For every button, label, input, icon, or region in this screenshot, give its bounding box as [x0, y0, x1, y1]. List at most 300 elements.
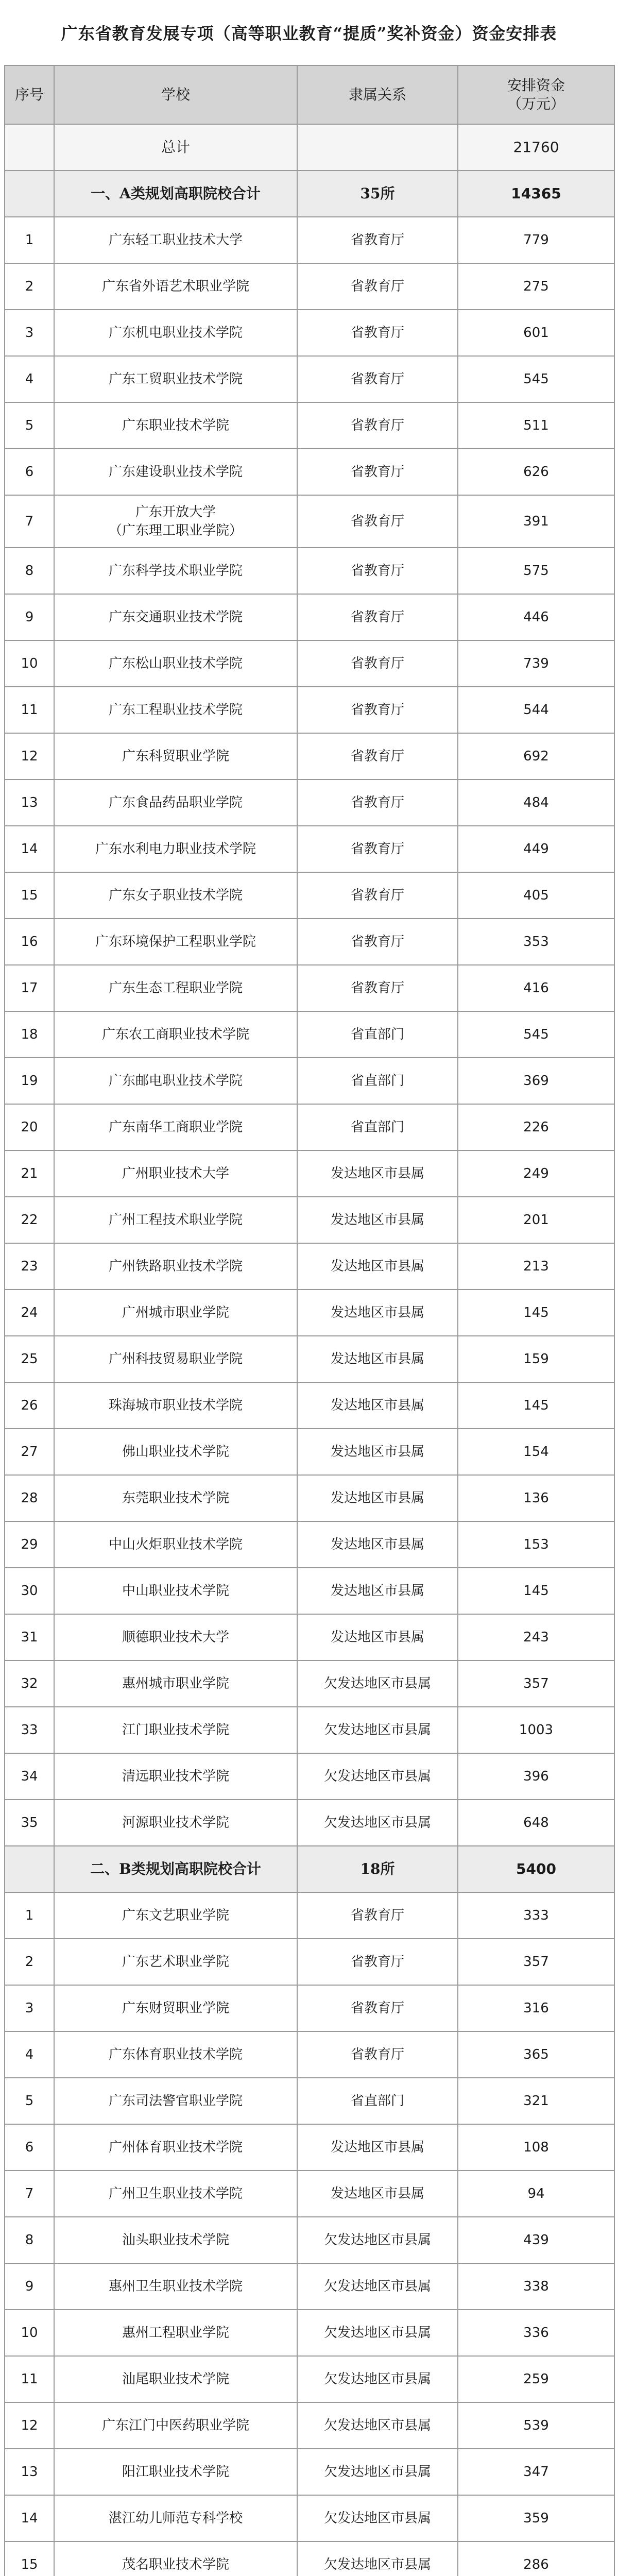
cell-school	[54, 1939, 297, 1985]
cell-seq	[5, 733, 54, 779]
cell-seq	[5, 1660, 54, 1707]
table-row	[5, 1197, 614, 1243]
table-row	[5, 733, 614, 779]
cell-affiliation	[297, 1660, 458, 1707]
cell-affiliation	[297, 1290, 458, 1336]
cell-school	[54, 2310, 297, 2356]
cell-school	[54, 2495, 297, 2541]
header-affiliation: 隶属关系	[297, 65, 458, 124]
cell-affiliation-text: 省教育厅	[350, 371, 404, 387]
cell-affiliation	[297, 2124, 458, 2171]
cell-seq-text: 8	[25, 563, 34, 579]
cell-seq-text: 12	[21, 749, 38, 764]
cell-seq	[5, 263, 54, 310]
cell-school-text: 广州科技贸易职业学院	[108, 1351, 243, 1367]
cell-school-text: 广州工程技术职业学院	[108, 1212, 243, 1228]
table-row	[5, 1011, 614, 1058]
cell-school	[54, 872, 297, 919]
cell-school-text: 广东南华工商职业学院	[108, 1120, 243, 1135]
table-row	[5, 1150, 614, 1197]
cell-school-text: 广州城市职业学院	[122, 1305, 229, 1320]
cell-affiliation-text: 省教育厅	[350, 888, 404, 903]
cell-school	[54, 1336, 297, 1382]
cell-amount	[458, 1660, 614, 1707]
table-row	[5, 1475, 614, 1521]
cell-school-text: 广东科贸职业学院	[122, 749, 229, 764]
cell-school	[54, 1614, 297, 1660]
cell-seq	[5, 548, 54, 594]
cell-amount-text: 153	[523, 1537, 549, 1552]
cell-amount-text: 545	[523, 371, 549, 387]
cell-amount-text: 692	[523, 749, 549, 764]
cell-amount-text: 359	[523, 2511, 549, 2526]
cell-seq-text: 35	[21, 1815, 38, 1831]
cell-seq-text: 4	[25, 2047, 34, 2062]
cell-amount	[458, 1892, 614, 1939]
cell-school-text: 广州卫生职业技术学院	[108, 2186, 243, 2201]
cell-school	[54, 263, 297, 310]
table-row	[5, 263, 614, 310]
cell-amount-text: 396	[523, 1769, 549, 1784]
cell-school	[54, 356, 297, 402]
cell-affiliation-text: 发达地区市县属	[330, 1351, 424, 1367]
cell-amount	[458, 495, 614, 548]
cell-amount	[458, 1243, 614, 1290]
cell-affiliation	[297, 779, 458, 826]
table-row	[5, 310, 614, 356]
cell-amount-text: 449	[523, 841, 549, 857]
cell-affiliation	[297, 2171, 458, 2217]
cell-school-text: 总计	[161, 139, 190, 156]
table-header-row	[5, 65, 614, 124]
cell-school-text: 广东体育职业技术学院	[108, 2047, 243, 2062]
table-row	[5, 2310, 614, 2356]
cell-affiliation	[297, 1429, 458, 1475]
cell-amount-text: 391	[523, 514, 549, 529]
cell-seq	[5, 594, 54, 640]
cell-seq-text: 15	[21, 888, 38, 903]
cell-amount	[458, 1521, 614, 1568]
cell-affiliation	[297, 2402, 458, 2449]
cell-amount	[458, 733, 614, 779]
table-row	[5, 1521, 614, 1568]
cell-school-text: 汕头职业技术学院	[122, 2232, 229, 2248]
cell-school	[54, 826, 297, 872]
cell-school	[54, 1429, 297, 1475]
cell-affiliation-text: 发达地区市县属	[330, 2140, 424, 2155]
cell-school-text: 佛山职业技术学院	[122, 1444, 229, 1460]
cell-seq	[5, 919, 54, 965]
table-row	[5, 1707, 614, 1753]
cell-seq	[5, 687, 54, 733]
cell-seq-text: 32	[21, 1676, 38, 1691]
cell-affiliation	[297, 2449, 458, 2495]
cell-affiliation-text: 省教育厅	[350, 2047, 404, 2062]
cell-school-text: 广东科学技术职业学院	[108, 563, 243, 579]
cell-amount	[458, 548, 614, 594]
cell-amount-text: 439	[523, 2232, 549, 2248]
cell-affiliation-text: 发达地区市县属	[330, 1212, 424, 1228]
cell-affiliation-text: 省教育厅	[350, 232, 404, 248]
cell-affiliation	[297, 1568, 458, 1614]
cell-school-text: 汕尾职业技术学院	[122, 2371, 229, 2387]
cell-seq	[5, 449, 54, 495]
cell-seq-text: 12	[21, 2418, 38, 2433]
cell-affiliation	[297, 733, 458, 779]
cell-affiliation-text: 35所	[360, 185, 395, 202]
cell-affiliation	[297, 548, 458, 594]
table-row	[5, 1985, 614, 2031]
cell-seq	[5, 2263, 54, 2310]
cell-affiliation	[297, 1800, 458, 1846]
cell-amount	[458, 2263, 614, 2310]
cell-amount-text: 365	[523, 2047, 549, 2062]
cell-school	[54, 217, 297, 263]
table-row	[5, 449, 614, 495]
cell-affiliation-text: 省教育厅	[350, 464, 404, 480]
cell-seq-text: 7	[25, 514, 34, 529]
cell-school-text: 茂名职业技术学院	[122, 2557, 229, 2572]
cell-amount-text: 347	[523, 2464, 549, 2480]
cell-affiliation-text: 省教育厅	[350, 418, 404, 433]
table-row	[5, 826, 614, 872]
table-row	[5, 2078, 614, 2124]
cell-school-text: 广东邮电职业技术学院	[108, 1073, 243, 1089]
cell-school	[54, 1660, 297, 1707]
cell-affiliation	[297, 1846, 458, 1892]
cell-school-text: 广东食品药品职业学院	[108, 795, 243, 810]
cell-amount-text: 511	[523, 418, 549, 433]
cell-affiliation	[297, 1939, 458, 1985]
cell-seq	[5, 1429, 54, 1475]
cell-school	[54, 402, 297, 449]
cell-amount	[458, 171, 614, 217]
cell-seq-text: 21	[21, 1166, 38, 1181]
cell-seq	[5, 1892, 54, 1939]
table-row	[5, 2449, 614, 2495]
cell-school	[54, 1985, 297, 2031]
table-row	[5, 919, 614, 965]
cell-amount	[458, 1104, 614, 1150]
table-row	[5, 2541, 614, 2576]
cell-school-text: 广东文艺职业学院	[122, 1908, 229, 1923]
cell-seq-text: 28	[21, 1490, 38, 1506]
cell-seq-text: 29	[21, 1537, 38, 1552]
cell-amount-text: 94	[527, 2186, 545, 2201]
cell-affiliation-text: 发达地区市县属	[330, 1630, 424, 1645]
cell-school-text: 广州体育职业技术学院	[108, 2140, 243, 2155]
cell-amount	[458, 1985, 614, 2031]
cell-amount	[458, 2495, 614, 2541]
cell-school	[54, 594, 297, 640]
cell-affiliation-text: 18所	[360, 1860, 395, 1877]
cell-affiliation-text: 欠发达地区市县属	[323, 1722, 431, 1738]
cell-seq-text: 13	[21, 795, 38, 810]
table-row	[5, 2124, 614, 2171]
cell-affiliation	[297, 919, 458, 965]
cell-amount	[458, 124, 614, 171]
cell-amount-text: 333	[523, 1908, 549, 1923]
cell-seq	[5, 2310, 54, 2356]
cell-affiliation-text: 欠发达地区市县属	[323, 2325, 431, 2341]
cell-school	[54, 2078, 297, 2124]
cell-seq-text: 17	[21, 980, 38, 996]
cell-school	[54, 2217, 297, 2263]
cell-school-line2: （广东理工职业学院）	[108, 523, 243, 538]
cell-seq	[5, 640, 54, 687]
cell-affiliation	[297, 826, 458, 872]
cell-affiliation	[297, 2541, 458, 2576]
cell-seq-text: 6	[25, 464, 34, 480]
cell-affiliation-text: 发达地区市县属	[330, 1259, 424, 1274]
cell-amount	[458, 2310, 614, 2356]
cell-seq-text: 10	[21, 2325, 38, 2341]
cell-amount	[458, 2031, 614, 2078]
cell-school-text: 广东机电职业技术学院	[108, 325, 243, 341]
cell-school-text: 中山职业技术学院	[122, 1583, 229, 1599]
cell-affiliation-text: 欠发达地区市县属	[323, 2464, 431, 2480]
cell-school-text: 河源职业技术学院	[122, 1815, 229, 1831]
cell-amount	[458, 687, 614, 733]
cell-school-text: 广东松山职业技术学院	[108, 656, 243, 671]
cell-amount-text: 286	[523, 2557, 549, 2572]
cell-amount-text: 1003	[519, 1722, 554, 1738]
cell-seq-text: 5	[25, 2093, 34, 2109]
cell-affiliation	[297, 1150, 458, 1197]
cell-affiliation-text: 欠发达地区市县属	[323, 2279, 431, 2294]
table-row	[5, 217, 614, 263]
cell-seq	[5, 1011, 54, 1058]
cell-seq	[5, 495, 54, 548]
cell-seq	[5, 1846, 54, 1892]
cell-seq	[5, 1290, 54, 1336]
cell-amount	[458, 1150, 614, 1197]
cell-amount	[458, 2078, 614, 2124]
cell-school-text: 广东司法警官职业学院	[108, 2093, 243, 2109]
cell-affiliation	[297, 2031, 458, 2078]
cell-amount	[458, 263, 614, 310]
table-row	[5, 872, 614, 919]
cell-amount	[458, 1707, 614, 1753]
funding-table	[4, 65, 615, 2576]
cell-seq	[5, 872, 54, 919]
cell-amount-text: 21760	[513, 139, 559, 156]
cell-affiliation-text: 欠发达地区市县属	[323, 1769, 431, 1784]
cell-affiliation	[297, 1521, 458, 1568]
cell-amount	[458, 2541, 614, 2576]
cell-seq-text: 5	[25, 418, 34, 433]
header-school: 学校	[54, 65, 297, 124]
cell-seq-text: 23	[21, 1259, 38, 1274]
cell-affiliation-text: 省教育厅	[350, 609, 404, 625]
cell-school-text: 清远职业技术学院	[122, 1769, 229, 1784]
cell-amount-text: 145	[523, 1305, 549, 1320]
cell-affiliation	[297, 2495, 458, 2541]
table-row	[5, 1614, 614, 1660]
cell-school	[54, 2402, 297, 2449]
cell-amount	[458, 1197, 614, 1243]
table-row	[5, 1892, 614, 1939]
cell-seq-text: 15	[21, 2557, 38, 2572]
cell-seq	[5, 1800, 54, 1846]
cell-amount-text: 154	[523, 1444, 549, 1460]
cell-seq-text: 8	[25, 2232, 34, 2248]
cell-amount-text: 145	[523, 1398, 549, 1413]
cell-amount	[458, 1568, 614, 1614]
cell-school	[54, 733, 297, 779]
cell-affiliation	[297, 1104, 458, 1150]
cell-seq-text: 27	[21, 1444, 38, 1460]
cell-affiliation	[297, 124, 458, 171]
table-row	[5, 356, 614, 402]
cell-seq-text: 13	[21, 2464, 38, 2480]
table-row	[5, 495, 614, 548]
table-row	[5, 2031, 614, 2078]
cell-amount-text: 201	[523, 1212, 549, 1228]
cell-school	[54, 1290, 297, 1336]
cell-affiliation	[297, 1243, 458, 1290]
cell-school	[54, 2449, 297, 2495]
cell-affiliation	[297, 2078, 458, 2124]
cell-seq	[5, 1753, 54, 1800]
cell-seq	[5, 356, 54, 402]
cell-affiliation-text: 省直部门	[350, 2093, 404, 2109]
cell-school	[54, 1243, 297, 1290]
cell-affiliation-text: 欠发达地区市县属	[323, 2232, 431, 2248]
cell-seq	[5, 2078, 54, 2124]
cell-school-text: 广东艺术职业学院	[122, 1954, 229, 1970]
cell-affiliation	[297, 402, 458, 449]
cell-affiliation	[297, 217, 458, 263]
cell-school	[54, 965, 297, 1011]
table-row	[5, 687, 614, 733]
cell-seq	[5, 402, 54, 449]
cell-seq	[5, 2124, 54, 2171]
cell-affiliation	[297, 872, 458, 919]
cell-school	[54, 548, 297, 594]
cell-school-text: 广东江门中医药职业学院	[101, 2418, 249, 2433]
cell-school	[54, 779, 297, 826]
cell-affiliation	[297, 495, 458, 548]
cell-amount-text: 369	[523, 1073, 549, 1089]
cell-school	[54, 1475, 297, 1521]
cell-affiliation-text: 欠发达地区市县属	[323, 1815, 431, 1831]
cell-affiliation-text: 发达地区市县属	[330, 1444, 424, 1460]
cell-seq	[5, 217, 54, 263]
table-row	[5, 1058, 614, 1104]
cell-amount-text: 446	[523, 609, 549, 625]
cell-affiliation	[297, 310, 458, 356]
cell-school	[54, 495, 297, 548]
cell-amount	[458, 1382, 614, 1429]
cell-affiliation	[297, 1614, 458, 1660]
cell-amount-text: 739	[523, 656, 549, 671]
cell-seq	[5, 2402, 54, 2449]
cell-school-text: 广东职业技术学院	[122, 418, 229, 433]
cell-affiliation	[297, 1707, 458, 1753]
cell-amount-text: 338	[523, 2279, 549, 2294]
cell-amount-text: 648	[523, 1815, 549, 1831]
cell-affiliation-text: 省教育厅	[350, 1908, 404, 1923]
header-amount-line1: 安排资金	[507, 77, 565, 94]
cell-seq-text: 24	[21, 1305, 38, 1320]
cell-amount-text: 575	[523, 563, 549, 579]
cell-seq-text: 31	[21, 1630, 38, 1645]
cell-affiliation-text: 省教育厅	[350, 279, 404, 294]
cell-affiliation	[297, 1058, 458, 1104]
cell-affiliation	[297, 2356, 458, 2402]
table-row	[5, 1753, 614, 1800]
document-title: 广东省教育发展专项（高等职业教育“提质”奖补资金）资金安排表	[61, 24, 557, 43]
table-row	[5, 1939, 614, 1985]
cell-seq-text: 16	[21, 934, 38, 950]
cell-seq-text: 33	[21, 1722, 38, 1738]
table-row	[5, 1290, 614, 1336]
cell-seq-text: 26	[21, 1398, 38, 1413]
cell-amount-text: 226	[523, 1120, 549, 1135]
cell-amount	[458, 2217, 614, 2263]
cell-seq	[5, 2217, 54, 2263]
cell-amount	[458, 594, 614, 640]
cell-amount-text: 159	[523, 1351, 549, 1367]
cell-school	[54, 449, 297, 495]
cell-affiliation-text: 发达地区市县属	[330, 1490, 424, 1506]
cell-affiliation	[297, 1336, 458, 1382]
cell-school	[54, 1197, 297, 1243]
cell-school	[54, 1104, 297, 1150]
cell-amount	[458, 779, 614, 826]
cell-seq-text: 9	[25, 609, 34, 625]
section-row	[5, 171, 614, 217]
cell-school-text: 广东女子职业技术学院	[108, 888, 243, 903]
cell-amount-text: 5400	[516, 1860, 556, 1877]
cell-affiliation-text: 省教育厅	[350, 841, 404, 857]
cell-amount	[458, 1336, 614, 1382]
cell-amount-text: 249	[523, 1166, 549, 1181]
cell-school	[54, 1800, 297, 1846]
table-row	[5, 2402, 614, 2449]
cell-seq	[5, 1058, 54, 1104]
cell-affiliation	[297, 1753, 458, 1800]
cell-school-text: 阳江职业技术学院	[122, 2464, 229, 2480]
cell-school-text: 广东工程职业技术学院	[108, 702, 243, 718]
cell-affiliation-text: 省教育厅	[350, 702, 404, 718]
cell-amount-text: 145	[523, 1583, 549, 1599]
cell-amount-text: 601	[523, 325, 549, 341]
cell-seq	[5, 1614, 54, 1660]
cell-seq-text: 22	[21, 1212, 38, 1228]
cell-affiliation-text: 欠发达地区市县属	[323, 2418, 431, 2433]
cell-amount-text: 14365	[511, 185, 561, 202]
cell-affiliation-text: 省教育厅	[350, 749, 404, 764]
cell-affiliation-text: 省教育厅	[350, 656, 404, 671]
cell-amount	[458, 2124, 614, 2171]
cell-amount	[458, 2402, 614, 2449]
cell-amount-text: 316	[523, 2001, 549, 2016]
header-amount-line2: （万元）	[507, 95, 565, 112]
cell-seq	[5, 1336, 54, 1382]
cell-affiliation	[297, 2263, 458, 2310]
cell-amount-text: 405	[523, 888, 549, 903]
cell-affiliation-text: 省教育厅	[350, 980, 404, 996]
cell-school	[54, 1382, 297, 1429]
cell-seq-text: 2	[25, 1954, 34, 1970]
cell-affiliation-text: 省教育厅	[350, 934, 404, 950]
cell-school	[54, 687, 297, 733]
table-row	[5, 402, 614, 449]
cell-amount-text: 336	[523, 2325, 549, 2341]
cell-amount-text: 108	[523, 2140, 549, 2155]
